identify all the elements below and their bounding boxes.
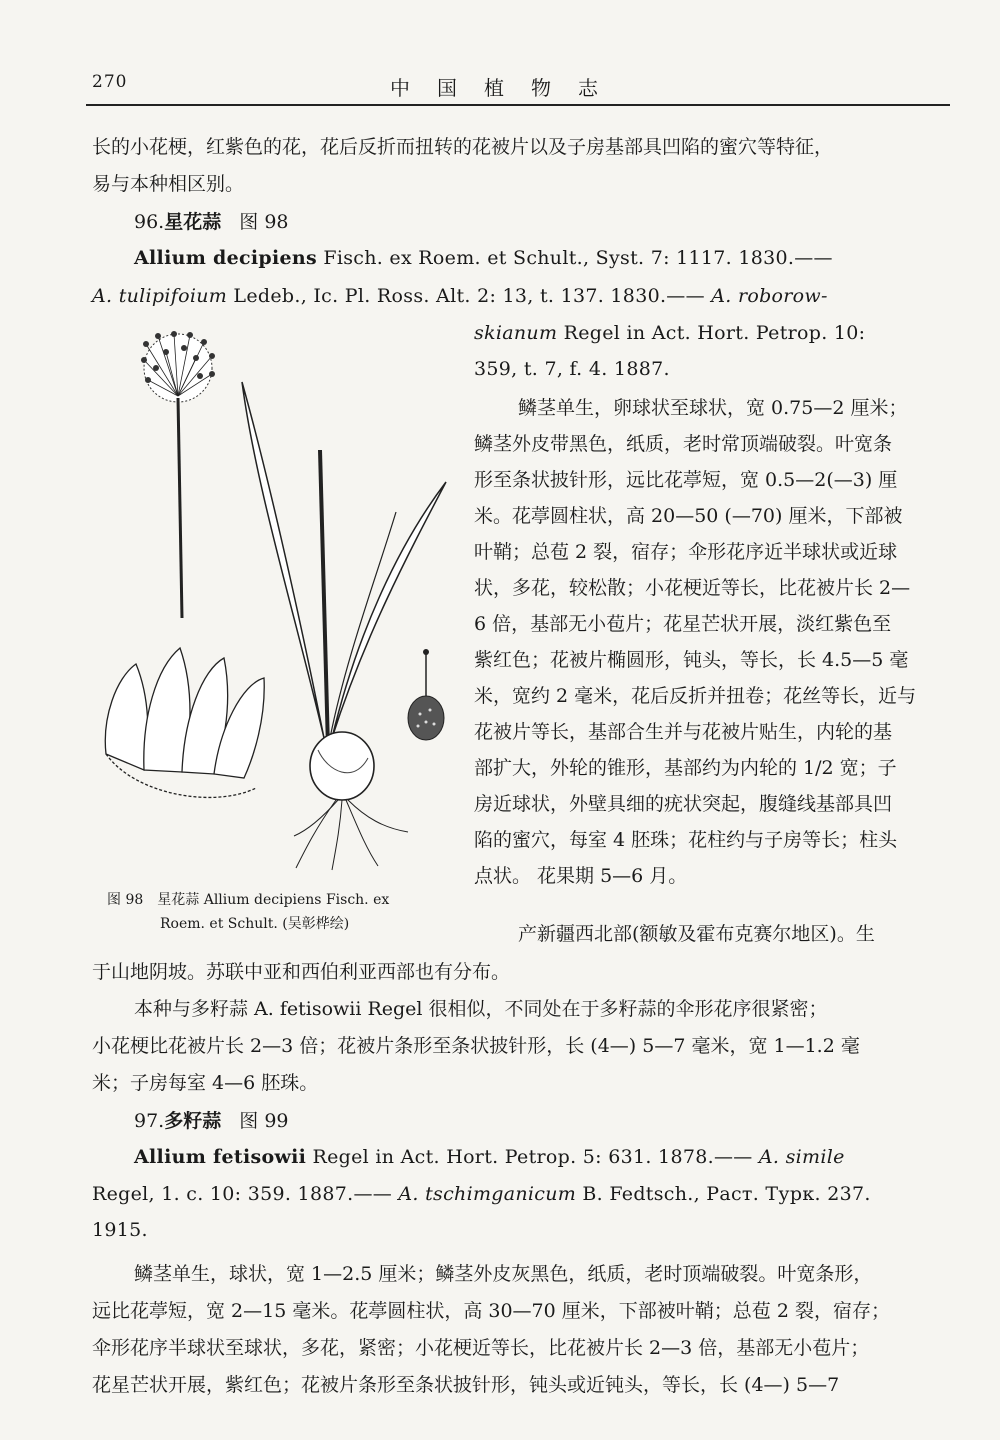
text-line: 花星芒状开展，紫红色；花被片条形至条状披针形，钝头或近钝头，等长，长 (4—) 5—7 [92, 1374, 840, 1396]
latin-citation [92, 284, 828, 308]
flower-stem [320, 450, 328, 748]
umbel-flowerhead [141, 331, 215, 402]
latin-citation [134, 1145, 845, 1169]
figure-caption: 图 98 星花蒜 Allium decipiens Fisch. ex [107, 892, 390, 908]
citation: 359, t. 7, f. 4. 1887. [474, 358, 670, 380]
text-line: 长的小花梗，红紫色的花，花后反折而扭转的花被片以及子房基部具凹陷的蜜穴等特征， [92, 136, 834, 158]
synonym: A. tulipifoium [92, 285, 228, 307]
text-line: 鳞茎单生，球状，宽 1—2.5 厘米；鳞茎外皮灰黑色，纸质，老时顶端破裂。叶宽条形， [134, 1263, 873, 1285]
latin-name: Allium fetisowii [134, 1146, 307, 1168]
text-line: 小花梗比花被片长 2—3 倍；花被片条形至条状披针形，长 (4—) 5—7 毫米，宽 1—1.2 毫 [92, 1035, 860, 1057]
figure-ref: 图 98 [239, 211, 289, 233]
latin-citation [92, 1182, 871, 1206]
text-line: 远比花葶短，宽 2—15 毫米。花葶圆柱状，高 30—70 厘米，下部被叶鞘；总苞 2 裂，宿存； [92, 1300, 890, 1322]
synonym: A. tschimganicum [398, 1183, 577, 1205]
header-rule [86, 104, 950, 106]
text-line: 点状。 花果期 5—6 月。 [474, 865, 688, 887]
bulb [310, 732, 374, 800]
citation: Fisch. ex Roem. et Schult., Syst. 7: 1117. 1830.—— [323, 247, 833, 269]
species-name: 多籽蒜 [164, 1110, 222, 1132]
figure-caption: Roem. et Schult. (吴彰桦绘) [160, 916, 350, 932]
text-line: 易与本种相区别。 [92, 173, 245, 195]
species-number: 96. [134, 211, 165, 233]
text-line: 陷的蜜穴，每室 4 胚珠；花柱约与子房等长；柱头 [474, 829, 898, 851]
latin-name: Allium decipiens [134, 247, 317, 269]
synonym: A. simile [758, 1146, 845, 1168]
citation: 1915. [92, 1219, 148, 1241]
roots [294, 800, 408, 870]
species-heading-97 [134, 1109, 289, 1133]
latin-citation [474, 321, 865, 345]
citation: Regel in Act. Hort. Petrop. 5: 631. 1878.—— [312, 1146, 753, 1168]
synonym: skianum [474, 322, 558, 344]
ovary-detail [408, 649, 444, 740]
text-line: 米；子房每室 4—6 胚珠。 [92, 1072, 319, 1094]
text-line: 6 倍，基部无小苞片；花星芒状开展，淡红紫色至 [474, 613, 892, 635]
text-line: 形至条状披针形，远比花葶短，宽 0.5—2(—3) 厘 [474, 469, 898, 491]
text-line: 米。花葶圆柱状，高 20—50 (—70) 厘米，下部被 [474, 505, 903, 527]
text-line: 米，宽约 2 毫米，花后反折并扭卷；花丝等长，近与 [474, 685, 917, 707]
text-line: 状，多花，较松散；小花梗近等长，比花被片长 2— [474, 577, 911, 599]
synonym: A. roborow- [711, 285, 828, 307]
figure-ref: 图 99 [239, 1110, 289, 1132]
text-line: 房近球状，外壁具细的疣状突起，腹缝线基部具凹 [474, 793, 893, 815]
text-line: 叶鞘；总苞 2 裂，宿存；伞形花序近半球状或近球 [474, 541, 898, 563]
text-line: 于山地阴坡。苏联中亚和西伯利亚西部也有分布。 [92, 961, 511, 983]
text-line: 花被片等长，基部合生并与花被片贴生，内轮的基 [474, 721, 893, 743]
latin-citation [134, 246, 833, 270]
text-line: 伞形花序半球状至球状，多花，紧密；小花梗近等长，比花被片长 2—3 倍，基部无小苞片； [92, 1337, 870, 1359]
text-line: 本种与多籽蒜 A. fetisowii Regel 很相似，不同处在于多籽蒜的伞形花序很紧密； [134, 998, 828, 1020]
citation: Ledeb., Ic. Pl. Ross. Alt. 2: 13, t. 137. 1830.—— [233, 285, 705, 307]
text-line: 鳞茎单生，卵球状至球状，宽 0.75—2 厘米； [518, 397, 908, 419]
page-number: 270 [92, 72, 128, 92]
plant-illustration [96, 318, 458, 878]
running-title: 中国植物志 [390, 76, 625, 100]
species-heading-96 [134, 210, 289, 234]
leaf [330, 512, 396, 738]
text-line: 部扩大，外轮的锥形，基部约为内轮的 1/2 宽；子 [474, 757, 897, 779]
tepals-detail [105, 648, 264, 797]
species-name: 星花蒜 [164, 211, 222, 233]
species-number: 97. [134, 1110, 165, 1132]
citation: B. Fedtsch., Раст. Турк. 237. [582, 1183, 871, 1205]
citation: Regel, 1. c. 10: 359. 1887.—— [92, 1183, 393, 1205]
text-line: 紫红色；花被片椭圆形，钝头，等长，长 4.5—5 毫 [474, 649, 909, 671]
citation: Regel in Act. Hort. Petrop. 10: [563, 322, 866, 344]
text-line: 产新疆西北部(额敏及霍布克赛尔地区)。生 [518, 923, 875, 945]
text-line: 鳞茎外皮带黑色，纸质，老时常顶端破裂。叶宽条 [474, 433, 893, 455]
scape-stem [178, 398, 182, 618]
